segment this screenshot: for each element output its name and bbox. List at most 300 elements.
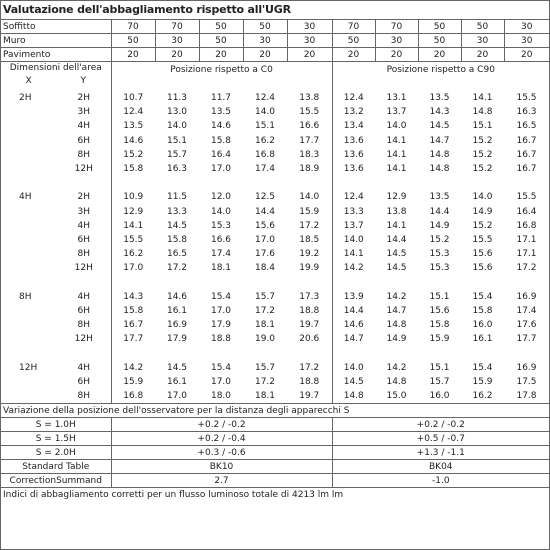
ugr-value-c0: 14.0 bbox=[166, 121, 188, 132]
table-row bbox=[1, 389, 549, 404]
ugr-value-c90: 15.6 bbox=[472, 249, 493, 260]
table-row bbox=[1, 119, 549, 133]
ugr-value-c0: 17.7 bbox=[299, 135, 320, 146]
table-row bbox=[1, 304, 549, 318]
ugr-value-c90: 15.0 bbox=[386, 391, 407, 402]
ugr-value-c90: 14.8 bbox=[429, 164, 450, 175]
ugr-value-c0: 16.3 bbox=[166, 164, 188, 175]
ugr-value-c90: 17.2 bbox=[516, 263, 537, 274]
reflectance-value: 20 bbox=[111, 48, 155, 62]
ugr-value-c90: 14.8 bbox=[472, 107, 493, 118]
reflectance-label: Muro bbox=[1, 34, 111, 48]
ugr-value-c90: 14.2 bbox=[386, 291, 407, 302]
reflectance-value: 50 bbox=[418, 20, 461, 34]
ugr-value-c90: 15.1 bbox=[429, 362, 450, 373]
variation-c90: +0.5 / -0.7 bbox=[332, 432, 549, 446]
ugr-value-c90: 14.9 bbox=[472, 206, 493, 217]
row-y-label: 6H bbox=[57, 304, 111, 318]
row-x-label bbox=[1, 389, 57, 404]
ugr-value-c90: 16.4 bbox=[516, 206, 537, 217]
ugr-value-c90: 15.6 bbox=[472, 263, 493, 274]
ugr-value-c0: 13.8 bbox=[299, 93, 320, 103]
ugr-value-c90: 15.2 bbox=[472, 164, 493, 175]
ugr-value-c0: 12.0 bbox=[210, 192, 232, 203]
ugr-value-c0: 16.6 bbox=[210, 235, 232, 246]
ugr-value-c0: 15.9 bbox=[299, 206, 320, 217]
ugr-value-c90: 15.4 bbox=[472, 291, 493, 302]
spacer-cell bbox=[1, 276, 111, 290]
table-row bbox=[1, 361, 549, 375]
reflectance-row bbox=[1, 20, 549, 34]
ugr-value-c0: 14.4 bbox=[254, 206, 276, 217]
reflectance-label: Pavimento bbox=[1, 48, 111, 62]
row-y-label: 3H bbox=[57, 105, 111, 119]
ugr-value-c90: 13.5 bbox=[429, 192, 450, 203]
ugr-value-c0: 15.6 bbox=[254, 220, 276, 231]
ugr-value-c0: 11.7 bbox=[210, 93, 232, 103]
spacer-cell bbox=[111, 276, 332, 290]
ugr-value-c90: 14.0 bbox=[332, 233, 375, 247]
spacer-cell bbox=[332, 176, 549, 190]
variation-row bbox=[1, 432, 549, 446]
ugr-value-c90: 15.5 bbox=[472, 235, 493, 246]
ugr-value-c90: 15.2 bbox=[472, 149, 493, 160]
ugr-value-c0: 17.6 bbox=[254, 249, 276, 260]
ugr-value-c90: 15.1 bbox=[429, 291, 450, 302]
ugr-value-c0: 15.2 bbox=[123, 149, 144, 160]
row-y-label: 4H bbox=[57, 219, 111, 233]
group-spacer bbox=[1, 347, 549, 361]
ugr-value-c0: 13.3 bbox=[166, 206, 188, 217]
ugr-value-c0: 14.5 bbox=[166, 220, 188, 231]
ugr-value-c90: 14.4 bbox=[429, 206, 450, 217]
variation-title: Variazione della posizione dell'osservatore per la distanza degli apparecchi S bbox=[1, 404, 549, 418]
ugr-value-c0: 16.6 bbox=[299, 121, 320, 132]
row-x-label bbox=[1, 375, 57, 389]
correction-summand-label: CorrectionSummand bbox=[1, 474, 111, 488]
ugr-value-c90: 14.5 bbox=[429, 121, 450, 132]
ugr-value-c0: 14.3 bbox=[123, 291, 144, 302]
ugr-value-c90: 13.7 bbox=[386, 107, 407, 118]
ugr-value-c90: 14.7 bbox=[386, 306, 407, 317]
ugr-value-c0: 18.4 bbox=[254, 263, 276, 274]
variation-c90: +1.3 / -1.1 bbox=[332, 446, 549, 460]
reflectance-value: 50 bbox=[461, 20, 504, 34]
ugr-value-c90: 15.8 bbox=[429, 320, 450, 331]
ugr-value-c90: 16.2 bbox=[472, 391, 493, 402]
row-y-label: 2H bbox=[57, 190, 111, 204]
ugr-value-c0: 17.3 bbox=[299, 291, 320, 302]
ugr-value-c90: 14.3 bbox=[429, 107, 450, 118]
ugr-value-c0: 17.4 bbox=[254, 164, 276, 175]
ugr-value-c90: 16.9 bbox=[516, 291, 537, 302]
standard-table-c90: BK04 bbox=[332, 460, 549, 474]
ugr-table bbox=[1, 19, 549, 501]
ugr-value-c0: 15.7 bbox=[254, 362, 276, 373]
ugr-value-c90: 17.7 bbox=[516, 334, 537, 345]
ugr-value-c90: 14.7 bbox=[429, 135, 450, 146]
footnote-row bbox=[1, 488, 549, 502]
ugr-value-c90: 15.2 bbox=[472, 135, 493, 146]
ugr-value-c90: 16.9 bbox=[516, 362, 537, 373]
row-y-label: 2H bbox=[57, 91, 111, 105]
ugr-value-c90: 15.2 bbox=[472, 220, 493, 231]
ugr-value-c90: 14.0 bbox=[472, 192, 493, 203]
reflectance-value: 30 bbox=[243, 34, 287, 48]
row-x-label bbox=[1, 304, 57, 318]
ugr-value-c0: 14.0 bbox=[254, 107, 276, 118]
ugr-value-c90: 14.8 bbox=[332, 389, 375, 404]
ugr-value-c0: 16.2 bbox=[254, 135, 276, 146]
row-x-label bbox=[1, 205, 57, 219]
ugr-value-c0: 18.8 bbox=[299, 377, 320, 388]
ugr-value-c0: 10.7 bbox=[123, 93, 144, 103]
ugr-value-c90: 15.3 bbox=[429, 249, 450, 260]
reflectance-value: 30 bbox=[504, 20, 549, 34]
ugr-value-c0: 19.7 bbox=[299, 391, 320, 402]
standard-table-c0: BK10 bbox=[111, 460, 332, 474]
ugr-value-c0: 17.2 bbox=[299, 220, 320, 231]
ugr-value-c0: 17.0 bbox=[123, 263, 144, 274]
reflectance-row bbox=[1, 48, 549, 62]
standard-table-row bbox=[1, 460, 549, 474]
row-x-label: 12H bbox=[19, 362, 38, 373]
table-row bbox=[1, 219, 549, 233]
ugr-value-c0: 19.2 bbox=[299, 249, 320, 260]
ugr-value-c90: 15.4 bbox=[472, 362, 493, 373]
reflectance-value: 70 bbox=[155, 20, 199, 34]
ugr-value-c0: 14.2 bbox=[123, 362, 144, 373]
row-y-label: 8H bbox=[57, 389, 111, 404]
ugr-value-c90: 16.7 bbox=[516, 135, 537, 146]
ugr-value-c90: 15.5 bbox=[516, 192, 537, 203]
row-x-label bbox=[1, 219, 57, 233]
row-x-label bbox=[1, 105, 57, 119]
ugr-value-c0: 15.1 bbox=[166, 135, 188, 146]
variation-label: S = 2.0H bbox=[1, 446, 111, 460]
ugr-value-c90: 14.2 bbox=[386, 362, 407, 373]
reflectance-value: 30 bbox=[155, 34, 199, 48]
header-xy bbox=[1, 75, 111, 88]
ugr-value-c0: 18.8 bbox=[299, 306, 320, 317]
variation-c0: +0.2 / -0.2 bbox=[111, 418, 332, 432]
reflectance-value: 70 bbox=[375, 20, 418, 34]
ugr-value-c90: 15.6 bbox=[429, 306, 450, 317]
ugr-value-c0: 20.6 bbox=[299, 334, 320, 345]
ugr-value-c0: 13.5 bbox=[123, 121, 144, 132]
ugr-value-c90: 13.4 bbox=[332, 119, 375, 133]
reflectance-value: 70 bbox=[332, 20, 375, 34]
ugr-value-c90: 15.9 bbox=[472, 377, 493, 388]
ugr-value-c90: 12.4 bbox=[332, 91, 375, 105]
reflectance-value: 30 bbox=[504, 34, 549, 48]
reflectance-value: 20 bbox=[155, 48, 199, 62]
header-pos-c0: Posizione rispetto a C0 bbox=[111, 62, 332, 92]
ugr-value-c90: 15.1 bbox=[472, 121, 493, 132]
ugr-value-c0: 17.2 bbox=[254, 377, 276, 388]
row-y-label: 12H bbox=[57, 261, 111, 275]
ugr-value-c0: 18.0 bbox=[210, 391, 232, 402]
table-row bbox=[1, 261, 549, 275]
ugr-value-c0: 12.9 bbox=[123, 206, 144, 217]
ugr-value-c90: 16.8 bbox=[516, 220, 537, 231]
ugr-value-c0: 17.0 bbox=[254, 235, 276, 246]
reflectance-value: 50 bbox=[243, 20, 287, 34]
reflectance-value: 20 bbox=[243, 48, 287, 62]
row-x-label: 2H bbox=[19, 93, 32, 103]
ugr-value-c0: 18.3 bbox=[299, 149, 320, 160]
table-row bbox=[1, 134, 549, 148]
ugr-value-c0: 16.1 bbox=[166, 306, 188, 317]
spacer-cell bbox=[332, 276, 549, 290]
variation-c0: +0.3 / -0.6 bbox=[111, 446, 332, 460]
row-x-label bbox=[1, 148, 57, 162]
reflectance-value: 20 bbox=[287, 48, 332, 62]
row-y-label: 8H bbox=[57, 318, 111, 332]
footnote: Indici di abbagliamento corretti per un flusso luminoso totale di 4213 lm lm bbox=[1, 488, 549, 502]
table-title: Valutazione dell'abbagliamento rispetto all'UGR bbox=[3, 3, 291, 16]
header-row bbox=[1, 62, 549, 92]
table-row bbox=[1, 190, 549, 204]
ugr-value-c90: 14.6 bbox=[332, 318, 375, 332]
variation-c0: +0.2 / -0.4 bbox=[111, 432, 332, 446]
table-row bbox=[1, 205, 549, 219]
ugr-value-c90: 17.4 bbox=[516, 306, 537, 317]
ugr-value-c0: 12.5 bbox=[254, 192, 276, 203]
ugr-value-c0: 16.8 bbox=[123, 391, 144, 402]
ugr-value-c0: 16.8 bbox=[254, 149, 276, 160]
ugr-value-c90: 13.6 bbox=[332, 162, 375, 176]
ugr-value-c0: 12.4 bbox=[254, 93, 276, 103]
ugr-value-c90: 14.8 bbox=[386, 377, 407, 388]
ugr-value-c90: 14.4 bbox=[332, 304, 375, 318]
variation-label: S = 1.5H bbox=[1, 432, 111, 446]
reflectance-value: 50 bbox=[199, 20, 243, 34]
table-row bbox=[1, 375, 549, 389]
ugr-value-c0: 11.5 bbox=[166, 192, 188, 203]
row-y-label: 6H bbox=[57, 375, 111, 389]
ugr-value-c90: 13.2 bbox=[332, 105, 375, 119]
spacer-cell bbox=[332, 347, 549, 361]
row-y-label: 4H bbox=[57, 361, 111, 375]
ugr-value-c0: 12.4 bbox=[123, 107, 144, 118]
reflectance-value: 50 bbox=[418, 34, 461, 48]
table-row bbox=[1, 290, 549, 304]
ugr-value-c0: 15.7 bbox=[166, 149, 188, 160]
ugr-value-c90: 14.4 bbox=[386, 235, 407, 246]
ugr-value-c90: 13.6 bbox=[332, 134, 375, 148]
ugr-value-c0: 13.5 bbox=[210, 107, 232, 118]
ugr-value-c0: 13.0 bbox=[166, 107, 188, 118]
ugr-value-c0: 17.0 bbox=[210, 164, 232, 175]
header-pos-c90: Posizione rispetto a C90 bbox=[332, 62, 549, 92]
ugr-value-c0: 16.4 bbox=[210, 149, 232, 160]
reflectance-value: 20 bbox=[375, 48, 418, 62]
ugr-value-c90: 14.5 bbox=[332, 375, 375, 389]
ugr-value-c90: 13.5 bbox=[429, 93, 450, 103]
header-dims-label: Dimensioni dell'area bbox=[9, 63, 102, 73]
reflectance-row bbox=[1, 34, 549, 48]
reflectance-value: 70 bbox=[111, 20, 155, 34]
ugr-value-c90: 14.5 bbox=[386, 263, 407, 274]
header-dimensions bbox=[1, 62, 111, 92]
ugr-value-c90: 16.0 bbox=[472, 320, 493, 331]
row-x-label bbox=[1, 261, 57, 275]
ugr-value-c90: 13.7 bbox=[332, 219, 375, 233]
spacer-cell bbox=[1, 347, 111, 361]
ugr-value-c90: 14.8 bbox=[386, 320, 407, 331]
row-y-label: 6H bbox=[57, 233, 111, 247]
row-x-label: 8H bbox=[19, 291, 32, 302]
ugr-value-c90: 17.5 bbox=[516, 377, 537, 388]
reflectance-value: 20 bbox=[504, 48, 549, 62]
ugr-value-c0: 19.9 bbox=[299, 263, 320, 274]
ugr-value-c90: 16.0 bbox=[429, 391, 450, 402]
ugr-value-c0: 15.7 bbox=[254, 291, 276, 302]
ugr-value-c90: 13.6 bbox=[332, 148, 375, 162]
ugr-value-c0: 17.9 bbox=[210, 320, 232, 331]
ugr-value-c0: 15.3 bbox=[210, 220, 232, 231]
ugr-value-c0: 18.1 bbox=[254, 391, 276, 402]
ugr-value-c90: 16.7 bbox=[516, 149, 537, 160]
ugr-value-c0: 15.9 bbox=[123, 377, 144, 388]
ugr-value-c90: 14.0 bbox=[332, 361, 375, 375]
table-row bbox=[1, 148, 549, 162]
header-x: X bbox=[25, 76, 32, 86]
ugr-value-c90: 12.9 bbox=[386, 192, 407, 203]
ugr-value-c0: 17.4 bbox=[210, 249, 232, 260]
ugr-value-c90: 14.9 bbox=[386, 334, 407, 345]
correction-summand-row bbox=[1, 474, 549, 488]
reflectance-value: 30 bbox=[461, 34, 504, 48]
row-x-label bbox=[1, 119, 57, 133]
ugr-value-c0: 15.8 bbox=[123, 164, 144, 175]
ugr-value-c90: 13.3 bbox=[332, 205, 375, 219]
row-x-label bbox=[1, 318, 57, 332]
ugr-value-c0: 15.8 bbox=[123, 306, 144, 317]
ugr-value-c0: 17.0 bbox=[210, 377, 232, 388]
group-spacer bbox=[1, 176, 549, 190]
ugr-value-c90: 17.1 bbox=[516, 249, 537, 260]
table-row bbox=[1, 318, 549, 332]
ugr-value-c0: 16.9 bbox=[166, 320, 188, 331]
ugr-value-c0: 14.0 bbox=[299, 192, 320, 203]
reflectance-value: 20 bbox=[332, 48, 375, 62]
ugr-value-c90: 14.2 bbox=[332, 261, 375, 275]
reflectance-value: 20 bbox=[199, 48, 243, 62]
ugr-value-c0: 14.1 bbox=[123, 220, 144, 231]
ugr-value-c0: 15.5 bbox=[123, 235, 144, 246]
table-row bbox=[1, 233, 549, 247]
ugr-value-c0: 17.7 bbox=[123, 334, 144, 345]
reflectance-value: 50 bbox=[199, 34, 243, 48]
ugr-value-c0: 18.1 bbox=[254, 320, 276, 331]
ugr-value-c0: 17.9 bbox=[166, 334, 188, 345]
ugr-value-c90: 14.9 bbox=[429, 220, 450, 231]
table-row bbox=[1, 332, 549, 346]
row-y-label: 8H bbox=[57, 247, 111, 261]
row-x-label bbox=[1, 332, 57, 346]
reflectance-value: 20 bbox=[418, 48, 461, 62]
reflectance-value: 50 bbox=[332, 34, 375, 48]
spacer-cell bbox=[111, 347, 332, 361]
row-y-label: 4H bbox=[57, 290, 111, 304]
ugr-value-c90: 16.5 bbox=[516, 121, 537, 132]
ugr-value-c90: 17.6 bbox=[516, 320, 537, 331]
ugr-value-c90: 17.8 bbox=[516, 391, 537, 402]
ugr-value-c0: 16.1 bbox=[166, 377, 188, 388]
ugr-value-c90: 13.1 bbox=[386, 93, 407, 103]
ugr-value-c0: 16.7 bbox=[123, 320, 144, 331]
ugr-value-c0: 18.5 bbox=[299, 235, 320, 246]
ugr-value-c0: 14.6 bbox=[166, 291, 188, 302]
ugr-value-c0: 10.9 bbox=[123, 192, 144, 203]
variation-row bbox=[1, 418, 549, 432]
row-x-label: 4H bbox=[19, 192, 32, 203]
ugr-value-c90: 16.1 bbox=[472, 334, 493, 345]
ugr-value-c90: 14.1 bbox=[472, 93, 493, 103]
ugr-value-c0: 15.8 bbox=[166, 235, 188, 246]
row-y-label: 4H bbox=[57, 119, 111, 133]
ugr-value-c0: 19.0 bbox=[254, 334, 276, 345]
table-row bbox=[1, 162, 549, 176]
correction-summand-c90: -1.0 bbox=[332, 474, 549, 488]
variation-c90: +0.2 / -0.2 bbox=[332, 418, 549, 432]
group-spacer bbox=[1, 276, 549, 290]
ugr-value-c90: 14.5 bbox=[386, 249, 407, 260]
row-y-label: 6H bbox=[57, 134, 111, 148]
standard-table-label: Standard Table bbox=[1, 460, 111, 474]
ugr-value-c0: 17.0 bbox=[166, 391, 188, 402]
ugr-value-c0: 17.2 bbox=[166, 263, 188, 274]
reflectance-label: Soffitto bbox=[1, 20, 111, 34]
ugr-value-c90: 13.8 bbox=[386, 206, 407, 217]
ugr-value-c90: 15.3 bbox=[429, 263, 450, 274]
ugr-value-c90: 14.1 bbox=[386, 135, 407, 146]
ugr-value-c90: 14.8 bbox=[429, 149, 450, 160]
ugr-value-c90: 15.9 bbox=[429, 334, 450, 345]
variation-row bbox=[1, 446, 549, 460]
ugr-value-c90: 15.5 bbox=[516, 93, 537, 103]
ugr-value-c90: 15.2 bbox=[429, 235, 450, 246]
ugr-value-c90: 14.7 bbox=[332, 332, 375, 346]
reflectance-value: 30 bbox=[375, 34, 418, 48]
ugr-value-c0: 15.4 bbox=[210, 291, 232, 302]
ugr-value-c0: 16.2 bbox=[123, 249, 144, 260]
reflectance-value: 30 bbox=[287, 20, 332, 34]
variation-label: S = 1.0H bbox=[1, 418, 111, 432]
spacer-cell bbox=[111, 176, 332, 190]
ugr-value-c0: 18.1 bbox=[210, 263, 232, 274]
row-y-label: 8H bbox=[57, 148, 111, 162]
ugr-value-c0: 15.4 bbox=[210, 362, 232, 373]
row-x-label bbox=[1, 162, 57, 176]
variation-title-row bbox=[1, 404, 549, 418]
ugr-value-c0: 16.5 bbox=[166, 249, 188, 260]
ugr-value-c0: 14.0 bbox=[210, 206, 232, 217]
row-y-label: 3H bbox=[57, 205, 111, 219]
ugr-value-c90: 15.8 bbox=[472, 306, 493, 317]
reflectance-value: 20 bbox=[461, 48, 504, 62]
ugr-value-c90: 14.1 bbox=[386, 164, 407, 175]
ugr-value-c90: 14.1 bbox=[386, 149, 407, 160]
ugr-value-c0: 15.8 bbox=[210, 135, 232, 146]
ugr-value-c90: 16.7 bbox=[516, 164, 537, 175]
reflectance-value: 30 bbox=[287, 34, 332, 48]
ugr-value-c0: 19.7 bbox=[299, 320, 320, 331]
ugr-value-c90: 12.4 bbox=[332, 190, 375, 204]
table-row bbox=[1, 91, 549, 105]
